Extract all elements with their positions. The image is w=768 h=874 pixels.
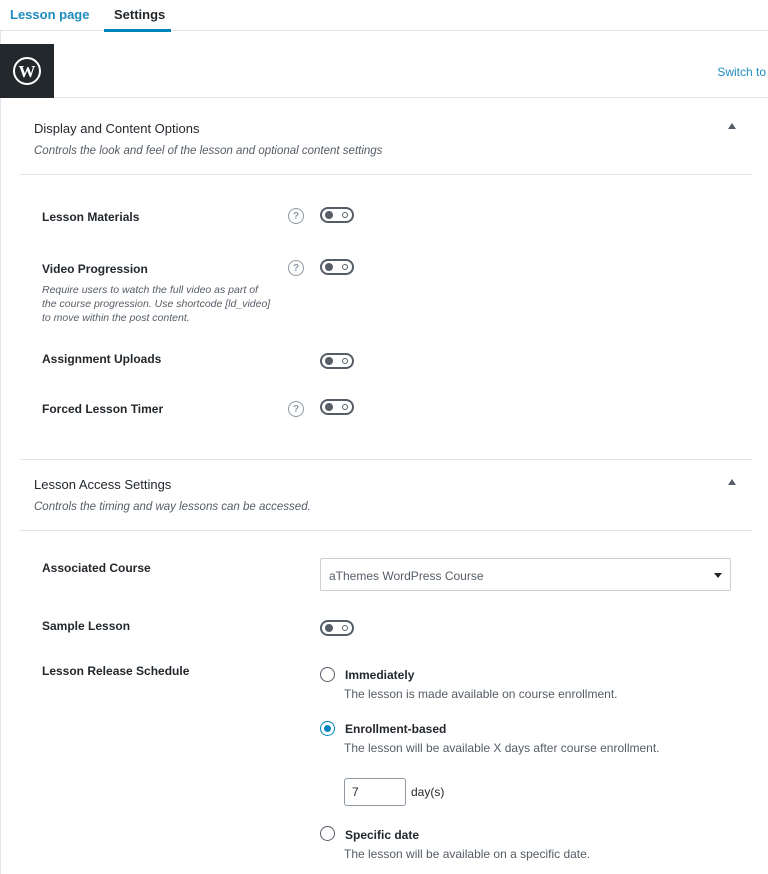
wordpress-icon[interactable] <box>0 44 54 98</box>
collapse-arrow-icon[interactable] <box>728 123 736 129</box>
radio-label: Immediately <box>345 668 415 682</box>
video-progression-label: Video Progression <box>42 262 148 276</box>
top-bar <box>0 31 768 98</box>
chevron-down-icon <box>714 573 722 578</box>
video-progression-description-line: the course progression. Use shortcode [ld_video] <box>42 298 271 310</box>
radio-enrollment-based[interactable] <box>320 721 335 736</box>
display-section-header[interactable] <box>20 99 752 174</box>
panel-left-border <box>0 31 1 874</box>
video-progression-description-line: Require users to watch the full video as part of <box>42 284 258 296</box>
switch-to-link[interactable]: Switch to <box>717 65 766 79</box>
sample-lesson-toggle[interactable] <box>320 620 354 636</box>
lesson-materials-toggle[interactable] <box>320 207 354 223</box>
divider <box>20 174 752 175</box>
radio-label: Specific date <box>345 828 420 842</box>
assignment-uploads-label: Assignment Uploads <box>42 352 162 366</box>
section-title: Lesson Access Settings <box>34 477 172 492</box>
release-schedule-label: Lesson Release Schedule <box>42 664 190 678</box>
associated-course-select[interactable] <box>320 558 731 591</box>
radio-specific-date[interactable] <box>320 826 335 841</box>
help-icon[interactable]: ? <box>288 208 304 224</box>
radio-description: The lesson is made available on course enrollment. <box>344 687 618 701</box>
divider <box>20 530 752 531</box>
help-icon[interactable]: ? <box>288 401 304 417</box>
radio-description: The lesson will be available X days after course enrollment. <box>344 741 660 755</box>
help-icon[interactable]: ? <box>288 260 304 276</box>
forced-timer-toggle[interactable] <box>320 399 354 415</box>
tab-settings[interactable]: Settings <box>114 7 166 22</box>
section-description: Controls the timing and way lessons can be accessed. <box>34 501 311 513</box>
section-description: Controls the look and feel of the lesson and optional content settings <box>34 145 383 157</box>
radio-description: The lesson will be available on a specific date. <box>344 847 591 861</box>
select-value: aThemes WordPress Course <box>329 569 484 583</box>
days-input[interactable] <box>344 778 406 806</box>
video-progression-description-line: to move within the post content. <box>42 312 190 324</box>
radio-immediately[interactable] <box>320 667 335 682</box>
editor-tabs <box>0 0 768 31</box>
svg-text:W: W <box>18 62 36 81</box>
video-progression-toggle[interactable] <box>320 259 354 275</box>
days-unit-label: day(s) <box>411 785 445 799</box>
tab-lesson-page[interactable]: Lesson page <box>10 7 90 22</box>
radio-label: Enrollment-based <box>345 722 447 736</box>
lesson-materials-label: Lesson Materials <box>42 210 140 224</box>
sample-lesson-label: Sample Lesson <box>42 619 131 633</box>
section-title: Display and Content Options <box>34 121 200 136</box>
associated-course-label: Associated Course <box>42 561 151 575</box>
access-section-header[interactable] <box>20 460 752 530</box>
forced-timer-label: Forced Lesson Timer <box>42 402 164 416</box>
collapse-arrow-icon[interactable] <box>728 479 736 485</box>
assignment-uploads-toggle[interactable] <box>320 353 354 369</box>
